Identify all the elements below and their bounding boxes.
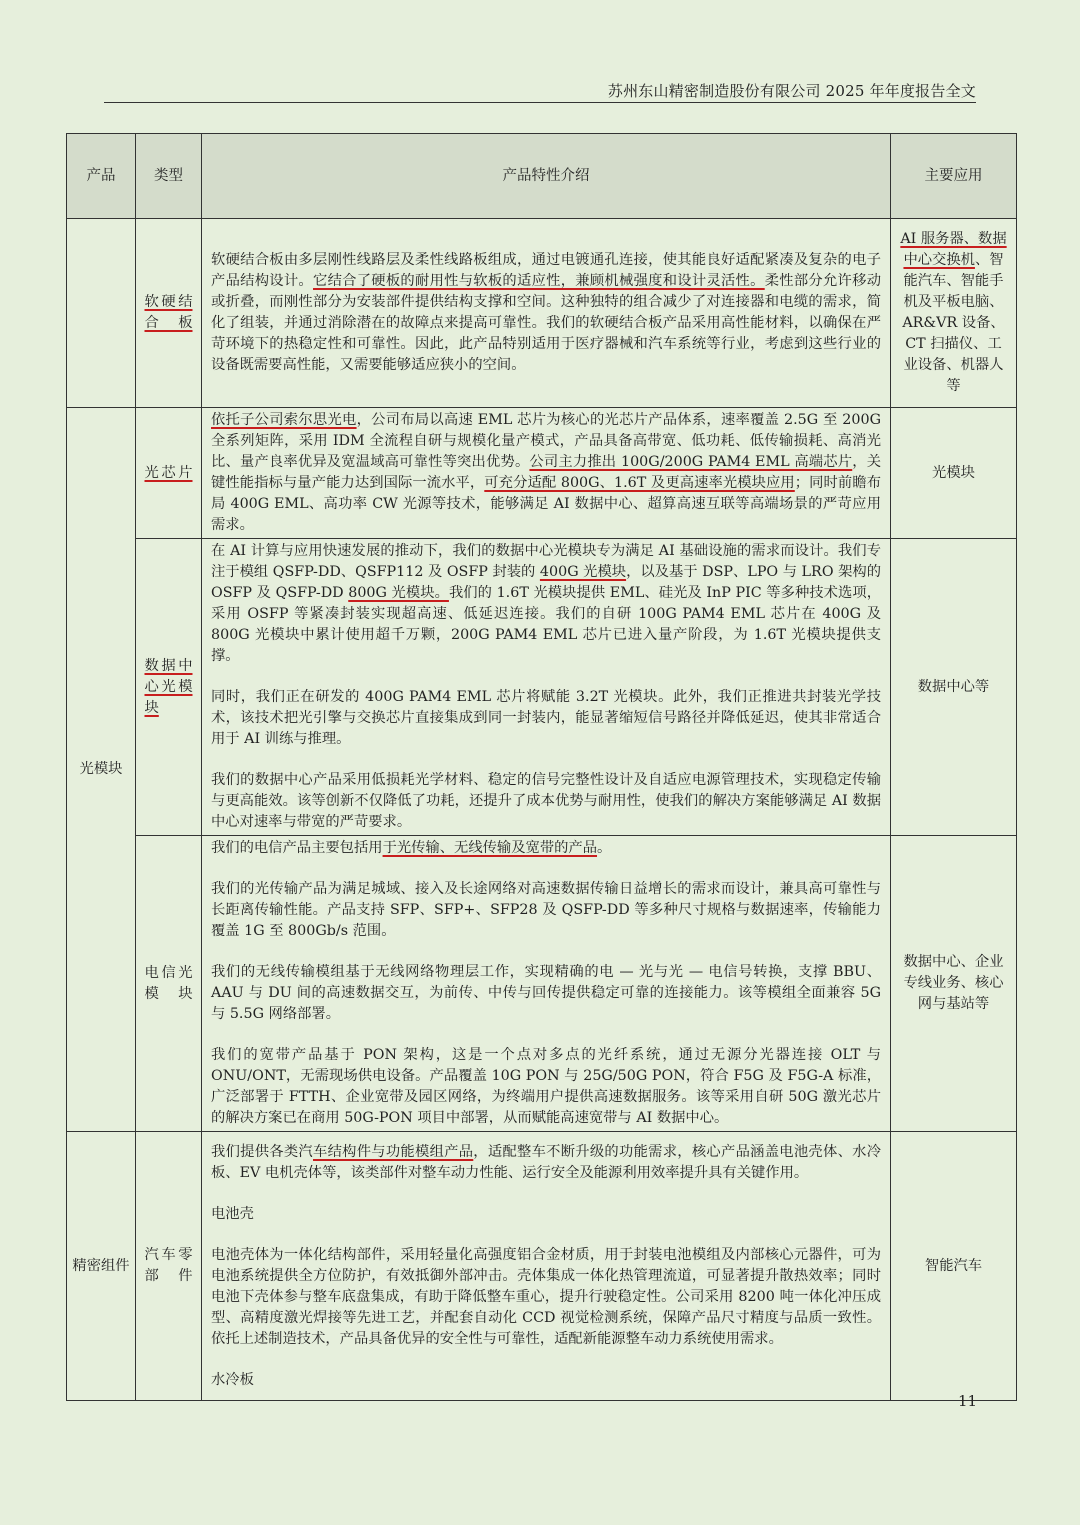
text-run: ，以及基于 DSP、LPO 与 LRO 架构的 OSFP 及 QSFP-DD — [211, 564, 881, 601]
description-cell — [202, 1132, 891, 1401]
type-cell — [136, 836, 202, 1132]
description-cell — [202, 836, 891, 1132]
text-run: 电池壳体为一体化结构部件，采用轻量化高强度铝合金材质，用于封装电池模组及内部核心元器件，可为电池系统提供全方位防护，有效抵御外部冲击。壳体集成一体化热管理流道，可显著提升散热效率；同时电池下壳体参与整车底盘集成，有助于降低整车重心，提升行驶稳定性。公司采用 8200 吨一体化冲压成型、高精度激光焊接等先进工艺，并配套自动化 CCD 视觉检测系统，保障产品尺寸精度与品质一致性。依托上述制造技术，产品具备优异的安全性与可靠性，适配新能源整车动力系统使用需求。 — [211, 1246, 881, 1347]
description-paragraph — [211, 770, 881, 833]
application-cell — [891, 408, 1017, 539]
text-run: 同时，我们正在研发的 400G PAM4 EML 芯片将赋能 3.2T 光模块。此外，我们正推进共封装光学技术，该技术把光引擎与交换芯片直接集成到同一封装内，能显著缩短信号路径并降低延迟，使其非常适合用于 AI 训练与推理。 — [211, 689, 881, 747]
description-paragraph — [211, 410, 881, 536]
text-run: 柔性部分允许移动或折叠，而刚性部分为安装部件提供结构支撑和空间。这种独特的组合减少了对连接器和电缆的需求，简化了组装，并通过消除潜在的故障点来提高可靠性。我们的软硬结合板产品采用高性能材料，以确保在严苛环境下的热稳定性和可靠性。因此，此产品特别适用于医疗器械和汽车系统等行业，考虑到这些行业的设备既需要高性能，又需要能够适应狭小的空间。 — [211, 273, 881, 373]
application-cell — [891, 539, 1017, 836]
text-run: ；同时前瞻布局 400G EML、高功率 CW 光源等技术，能够满足 AI 数据中心、超算高速互联等高端场景的严苛应用需求。 — [211, 475, 881, 533]
text-run: 我们的宽带产品基于 PON 架构，这是一个点对多点的光纤系统，通过无源分光器连接 OLT 与 ONU/ONT，无需现场供电设备。产品覆盖 10G PON 与 25G/50G PON，符合 F5G 及 F5G-A 标准，广泛部署于 FTTH、企业宽带及园区网络，为终端用户提供高速数据服务。该等采用自研 50G 激光芯片的解决方案已在商用 50G-PON 项目中部署，从而赋能高速宽带与 AI 数据中心。 — [211, 1047, 881, 1126]
underlined-text: 400G 光模块 — [539, 564, 627, 580]
description-paragraph — [211, 1045, 881, 1129]
text-run: 电池壳 — [211, 1205, 254, 1222]
type-label: 电信光模块 — [144, 964, 193, 1002]
text-run: 光模块 — [932, 464, 975, 481]
text-run: 我们的数据中心产品采用低损耗光学材料、稳定的信号完整性设计及自适应电源管理技术，实现稳定传输与更高能效。该等创新不仅降低了功耗，还提升了成本优势与耐用性，使我们的解决方案能够满足 AI 数据中心对速率与带宽的严苛要求。 — [211, 772, 881, 830]
type-cell — [136, 1132, 202, 1401]
underlined-text: 依托子公司索尔思光电 — [211, 412, 357, 428]
description-paragraph — [211, 1204, 881, 1225]
table-row — [67, 836, 1017, 1132]
table-row — [67, 219, 1017, 408]
text-run: ，公司布局以高速 EML 芯片为核心的光芯片产品体系，速率覆盖 2.5G 至 200G 全系列矩阵，采用 IDM 全流程自研与规模化量产模式，产品具备高带宽、低功耗、低传输损耗、高消光比、量产良率优异及宽温域高可靠性等突出优势。 — [211, 412, 882, 470]
column-header-product: 产品 — [67, 134, 136, 219]
product-table — [66, 133, 1017, 1401]
text-run: ，关键性能指标与量产能力达到国际一流水平， — [211, 454, 881, 491]
underlined-text: 于光传输、无线传输及宽带的产品 — [382, 840, 598, 856]
underlined-text: 可充分适配 800G、1.6T 及更高速率光模块应用 — [484, 475, 795, 491]
application-cell — [891, 1132, 1017, 1401]
text-run: 、智能汽车、智能手机及平板电脑、AR&VR 设备、CT 扫描仪、工业设备、机器人等 — [902, 252, 1005, 394]
type-label: 数据中心光模块 — [144, 657, 193, 716]
type-label: 软硬结合板 — [144, 294, 193, 331]
description-paragraph — [211, 1245, 881, 1350]
description-paragraph — [211, 250, 881, 376]
text-run: ，适配整车不断升级的功能需求，核心产品涵盖电池壳体、水冷板、EV 电机壳体等，该类部件对整车动力性能、运行安全及能源利用效率提升具有关键作用。 — [211, 1143, 882, 1181]
description-paragraph — [211, 1370, 881, 1391]
text-run: 在 AI 计算与应用快速发展的推动下，我们的数据中心光模块专为满足 AI 基础设施的需求而设计。我们专注于模组 QSFP-DD、QSFP112 及 OSFP 封装的 — [211, 543, 881, 580]
product-cell: 光模块 — [67, 408, 136, 1132]
application-cell — [891, 219, 1017, 408]
text-run: 我们的 1.6T 光模块提供 EML、硅光及 InP PIC 等多种技术选项，采用 OSFP 等紧凑封装实现超高速、低延迟连接。我们的自研 100G PAM4 EML 芯片在 400G 及 800G 光模块中累计使用超千万颗，200G PAM4 EML 芯片已进入量产阶段，为 1.6T 光模块提供支撑。 — [211, 585, 881, 664]
underlined-text: 车结构件与功能模组产品 — [313, 1143, 474, 1160]
header-divider — [104, 102, 976, 103]
description-cell — [202, 219, 891, 408]
text-run: 我们的光传输产品为满足城域、接入及长途网络对高速数据传输日益增长的需求而设计，兼具高可靠性与长距离传输性能。产品支持 SFP、SFP+、SFP28 及 QSFP-DD 等多种尺寸规格与数据速率，传输能力覆盖 1G 至 800Gb/s 范围。 — [211, 881, 881, 939]
table-row — [67, 1132, 1017, 1401]
description-paragraph — [211, 1142, 881, 1184]
underlined-text: 它结合了硬板的耐用性与软板的适应性，兼顾机械强度和设计灵活性。 — [313, 273, 765, 289]
text-run: 水冷板 — [211, 1371, 254, 1388]
table-row — [67, 539, 1017, 836]
text-run: 数据中心、企业专线业务、核心网与基站等 — [903, 954, 1004, 1012]
underlined-text: AI 服务器、数据中心交换机 — [900, 231, 1007, 268]
text-run: 。 — [597, 840, 612, 856]
description-cell — [202, 408, 891, 539]
text-run: 智能汽车 — [924, 1257, 983, 1274]
description-paragraph — [211, 541, 881, 667]
description-cell — [202, 539, 891, 836]
page-number: 11 — [958, 1392, 978, 1410]
description-paragraph — [211, 962, 881, 1025]
text-run: 我们的电信产品主要包括用 — [211, 840, 383, 856]
table-row — [67, 408, 1017, 539]
description-paragraph — [211, 838, 881, 859]
type-cell — [136, 219, 202, 408]
description-paragraph — [211, 879, 881, 942]
type-label: 光芯片 — [144, 464, 193, 481]
description-paragraph — [211, 687, 881, 750]
underlined-text: 公司主力推出 100G/200G PAM4 EML 高端芯片 — [529, 454, 853, 470]
type-cell — [136, 539, 202, 836]
column-header-description: 产品特性介绍 — [202, 134, 891, 219]
type-label: 汽车零部件 — [144, 1247, 193, 1284]
product-cell: 精密组件 — [67, 1132, 136, 1401]
column-header-type: 类型 — [136, 134, 202, 219]
text-run: 我们提供各类汽 — [211, 1143, 313, 1160]
underlined-text: 800G 光模块。 — [348, 585, 449, 601]
report-header-title: 苏州东山精密制造股份有限公司 2025 年年度报告全文 — [607, 82, 976, 100]
text-run: 我们的无线传输模组基于无线网络物理层工作，实现精确的电 — 光与光 — 电信号转换，支撑 BBU、AAU 与 DU 间的高速数据交互，为前传、中传与回传提供稳定可靠的连接能力。该等模组全面兼容 5G 与 5.5G 网络部署。 — [211, 964, 881, 1022]
product-cell — [67, 219, 136, 408]
application-cell — [891, 836, 1017, 1132]
text-run: 软硬结合板由多层刚性线路层及柔性线路板组成，通过电镀通孔连接，使其能良好适配紧凑及复杂的电子产品结构设计。 — [211, 252, 881, 289]
type-cell — [136, 408, 202, 539]
table-header-row — [67, 134, 1017, 219]
text-run: 数据中心等 — [917, 678, 990, 695]
column-header-application: 主要应用 — [891, 134, 1017, 219]
